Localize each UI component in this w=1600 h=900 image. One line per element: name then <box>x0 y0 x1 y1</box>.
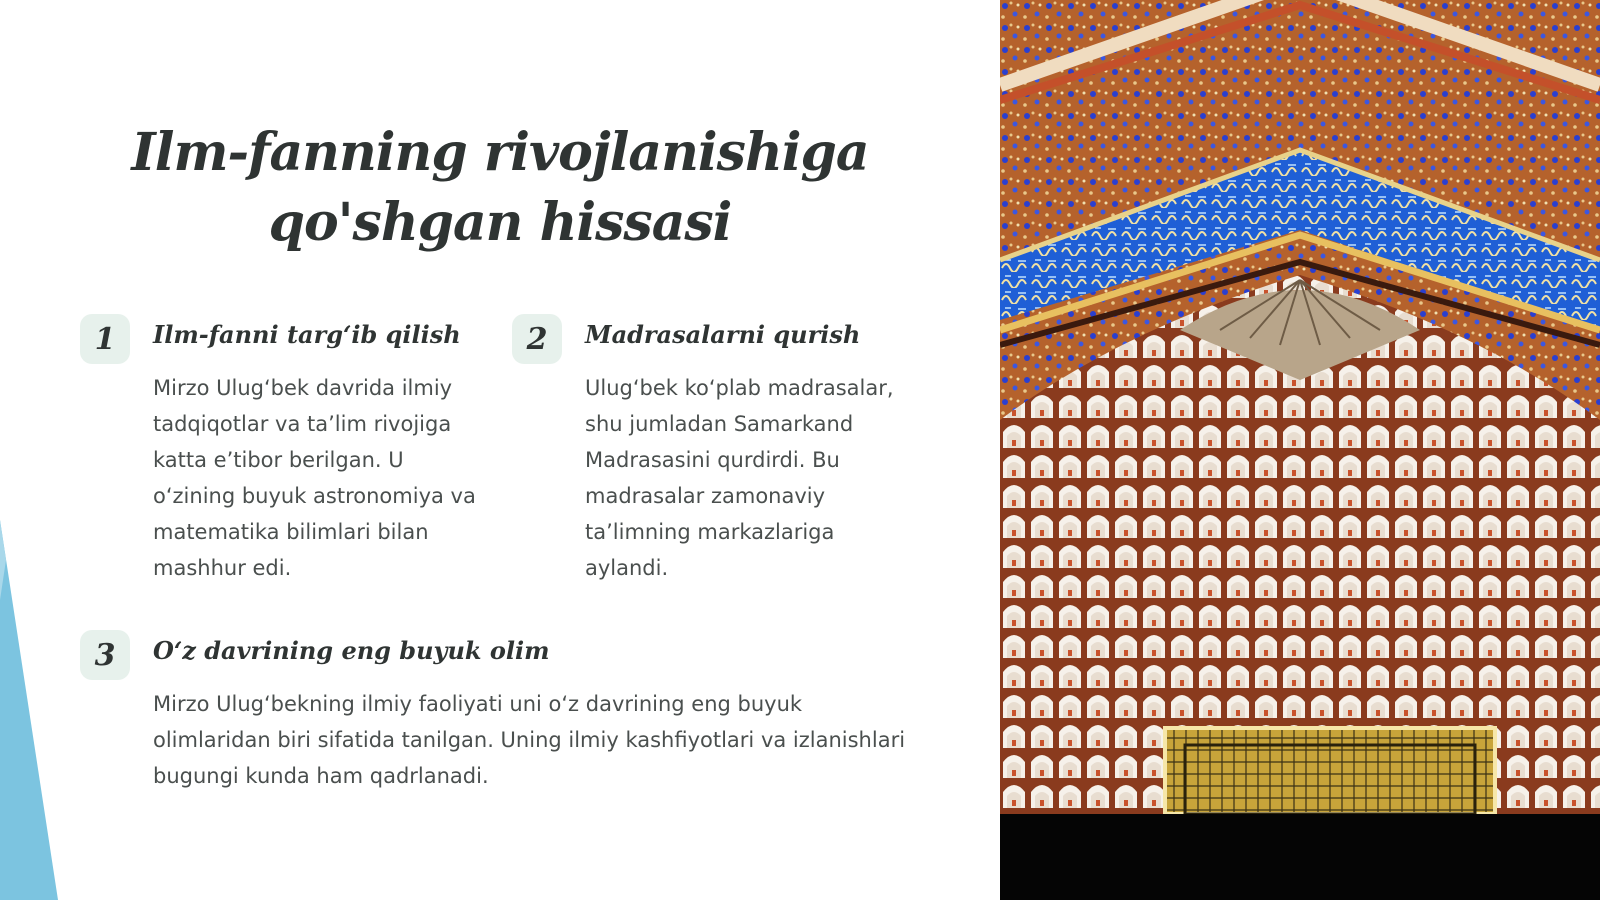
item-heading: Ilm-fanni targ‘ib qilish <box>153 320 461 349</box>
text-line: matematika bilimlari bilan <box>153 520 429 544</box>
text-line: ta’limning markazlariga <box>585 520 835 544</box>
item-description <box>153 370 513 586</box>
photo-black-bar <box>1000 814 1600 900</box>
text-line: Ulug‘bek ko‘plab madrasalar, <box>585 376 894 400</box>
text-line: aylandi. <box>585 556 669 580</box>
text-line: madrasalar zamonaviy <box>585 484 826 508</box>
item-heading: Madrasalarni qurish <box>585 320 861 349</box>
tiled-arch-photo <box>1000 0 1600 814</box>
text-line: bugungi kunda ham qadrlanadi. <box>153 764 489 788</box>
text-line: o‘zining buyuk astronomiya va <box>153 484 476 508</box>
slide-title-line-2: qo'shgan hissasi <box>268 192 732 253</box>
item-number-badge: 1 <box>80 314 130 364</box>
item-number-badge: 2 <box>512 314 562 364</box>
item-description <box>585 370 945 586</box>
slide-title-line-1: Ilm-fanning rivojlanishiga <box>131 122 869 183</box>
slide-title <box>100 118 900 258</box>
item-heading: O‘z davrining eng buyuk olim <box>153 636 550 665</box>
text-line: Mirzo Ulug‘bekning ilmiy faoliyati uni o‘z davrining eng buyuk <box>153 692 803 716</box>
text-line: shu jumladan Samarkand <box>585 412 854 436</box>
text-line: mashhur edi. <box>153 556 292 580</box>
text-line: tadqiqotlar va ta’lim rivojiga <box>153 412 452 436</box>
text-line: Mirzo Ulug‘bek davrida ilmiy <box>153 376 453 400</box>
text-line: Madrasasini qurdirdi. Bu <box>585 448 840 472</box>
text-line: olimlaridan biri sifatida tanilgan. Uning ilmiy kashfiyotlari va izlanishlari <box>153 728 906 752</box>
item-description <box>153 686 953 794</box>
text-line: katta e’tibor berilgan. U <box>153 448 404 472</box>
arch-illustration <box>1000 0 1600 814</box>
item-number-badge: 3 <box>80 630 130 680</box>
